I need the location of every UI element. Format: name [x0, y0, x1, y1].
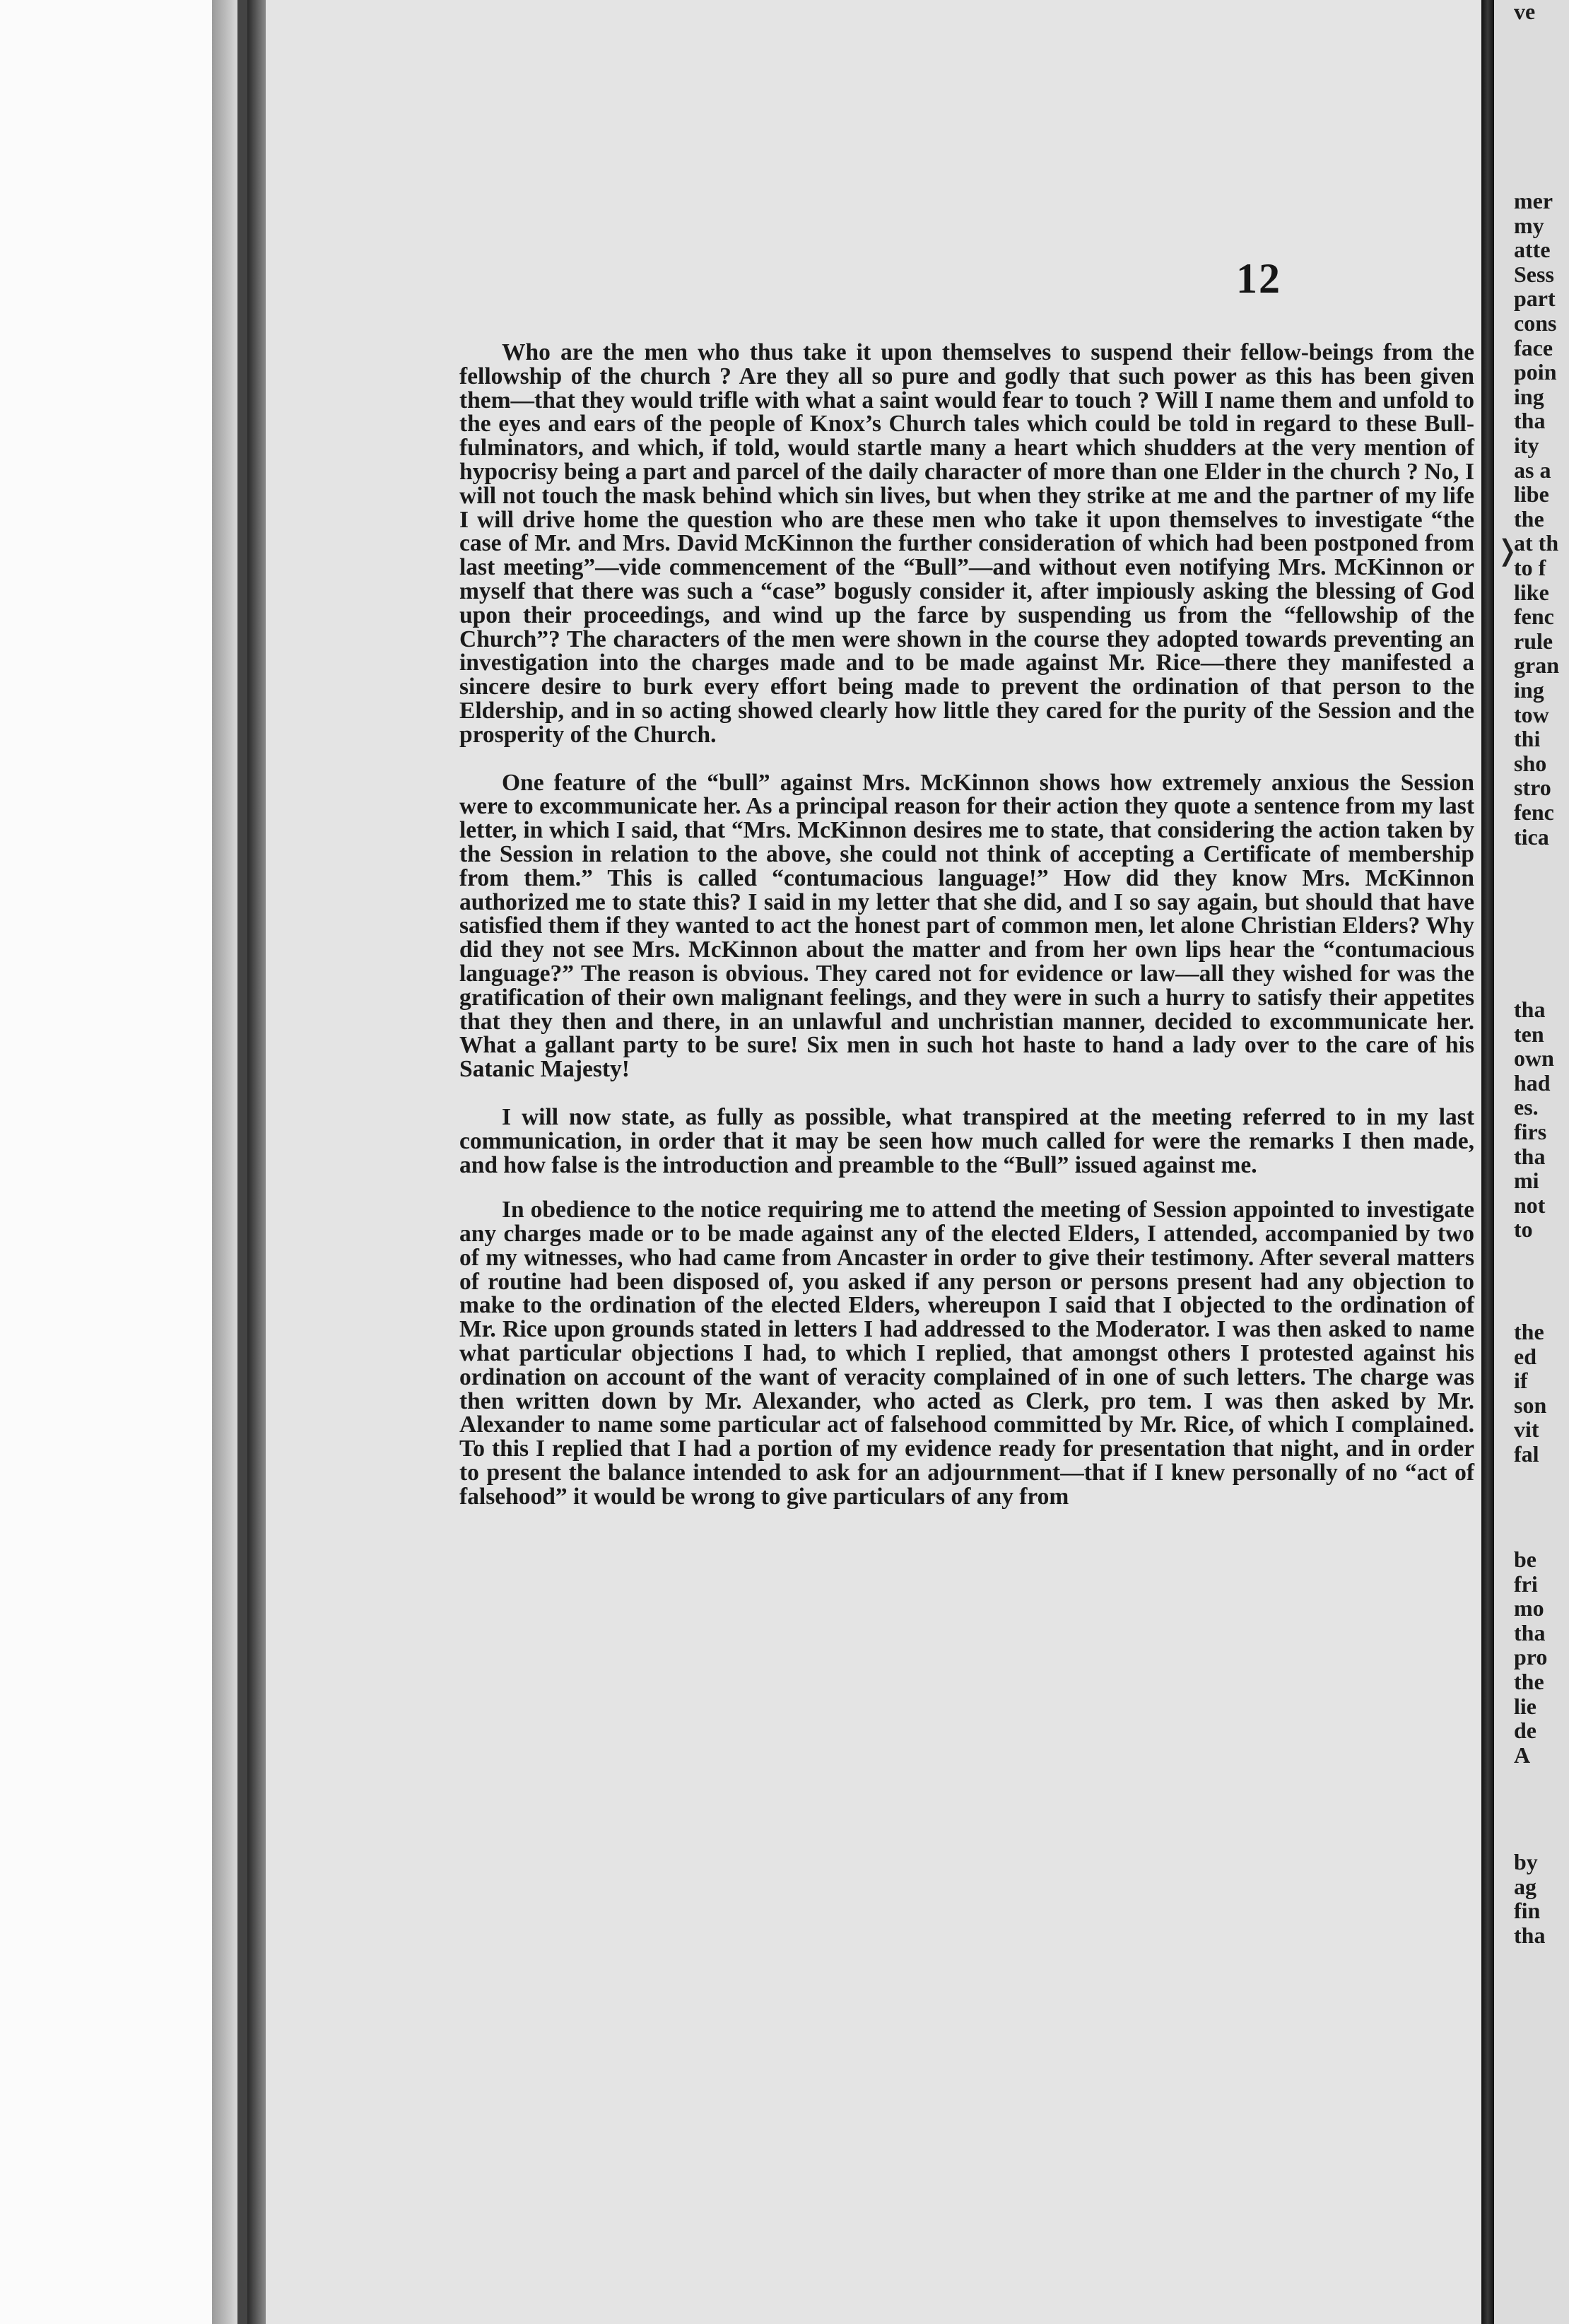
paragraph-1: Who are the men who thus take it upon themselves to suspend their fellow-beings from the fellowship of the church ? Are they all so pure and godly that such power as this has been given them—that they would trifle with what a saint would fear to touch ? Will I name them and unfold to the eyes and ears of the people of Knox’s Church tales which could be told in regard to these Bull-fulminators, and which, if told, would startle many a heart which shudders at the very mention of hypocrisy being a part and parcel of the daily character of more than one Elder in the church ? No, I will not touch the mask behind which sin lives, but when they strike at me and the partner of my life I will drive home the question who are these men who take it upon themselves to investigate “the case of Mr. and Mrs. David McKinnon the further consideration of which had been postponed from last meeting”—vide commencement of the “Bull”—and without even notifying Mrs. McKinnon or myself that there was such a “case” bogusly consider it, after impiously asking the blessing of God upon their proceedings, and wind up the farce by suspending us from the “fellowship of the Church”? The characters of the men were shown in the course they adopted towards preventing an investigation into the charges made and to be made against Mr. Rice—there they manifested a sincere desire to burk every effort being made to prevent the ordination of that person to the Eldership, and in so acting showed clearly how little they cared for the purity of the Session and the prosperity of the Church. [459, 339, 1474, 748]
adjacent-line-fragment: ag [1514, 1873, 1536, 1899]
adjacent-line-fragment: ing [1514, 383, 1544, 409]
adjacent-line-fragment: sho [1514, 750, 1547, 776]
adjacent-line-fragment: tha [1514, 1619, 1546, 1645]
adjacent-line-fragment: mer [1514, 188, 1553, 213]
adjacent-line-fragment: tow [1514, 701, 1549, 727]
page-edge-gradient [247, 0, 266, 2324]
page-edge-shadow [212, 0, 237, 2324]
adjacent-line-fragment: fri [1514, 1571, 1538, 1597]
adjacent-line-fragment: the [1514, 1319, 1544, 1344]
adjacent-line-fragment: own [1514, 1045, 1554, 1072]
adjacent-line-fragment: libe [1514, 481, 1549, 507]
paragraph-4: In obedience to the notice requiring me to attend the meeting of Session appointed to investigate any charges made or to be made against any of the elected Elders, I attended, accompanied by two of my witnesses, who had came from Ancaster in order to give their testimony. After several matters of routine had been disposed of, you asked if any person or persons present had any objection to make to the ordination of the elected Elders, whereupon I said that I objected to the ordination of Mr. Rice upon grounds stated in letters I had addressed to the Moderator. I was then asked to name what particular objections I had, to which I replied, that amongst others I protested against his ordination on account of the want of veracity complained of in one of such letters. The charge was then written down by Mr. Alexander, who acted as Clerk, pro tem. I was then asked by Mr. Alexander to name some particular act of falsehood committed by Mr. Rice, of which I complained. To this I replied that I had a portion of my evidence ready for presentation that night, and in order to present the balance intended to ask for an adjournment—that if I knew personally of no “act of falsehood” it would be wrong to give particulars of any from [459, 1197, 1474, 1510]
adjacent-line-fragment: de [1514, 1718, 1536, 1744]
adjacent-line-fragment: es. [1514, 1094, 1539, 1120]
adjacent-line-fragment: the [1514, 1669, 1544, 1694]
adjacent-line-fragment: be [1514, 1547, 1536, 1572]
adjacent-line-fragment: if [1514, 1368, 1528, 1394]
binding-gutter [1481, 0, 1494, 2324]
adjacent-line-fragment: thi [1514, 726, 1541, 752]
adjacent-line-fragment: as a [1514, 457, 1551, 483]
adjacent-line-fragment: fenc [1514, 799, 1554, 825]
adjacent-line-fragment: stro [1514, 775, 1551, 801]
scan-left-margin [0, 0, 212, 2324]
adjacent-line-fragment: fenc [1514, 604, 1554, 630]
adjacent-line-fragment: face [1514, 334, 1553, 360]
document-page [266, 0, 1481, 2324]
adjacent-line-fragment: pro [1514, 1644, 1548, 1670]
adjacent-line-fragment: son [1514, 1392, 1547, 1418]
adjacent-line-fragment: cons [1514, 310, 1557, 336]
page-number: 12 [1236, 255, 1281, 302]
adjacent-line-fragment: tica [1514, 823, 1549, 850]
adjacent-line-fragment: ve [1514, 0, 1536, 24]
adjacent-line-fragment: to f [1514, 555, 1546, 580]
adjacent-line-fragment: the [1514, 505, 1544, 532]
adjacent-line-fragment: to [1514, 1216, 1533, 1243]
adjacent-line-fragment: gran [1514, 652, 1559, 679]
body-text [459, 341, 1474, 1509]
adjacent-line-fragment: poin [1514, 359, 1557, 385]
adjacent-line-fragment: fal [1514, 1441, 1539, 1467]
adjacent-line-fragment: firs [1514, 1119, 1547, 1144]
adjacent-line-fragment: tha [1514, 1143, 1546, 1169]
adjacent-page-edge [1494, 0, 1569, 2324]
adjacent-line-fragment: ed [1514, 1343, 1536, 1369]
adjacent-line-fragment: mi [1514, 1168, 1539, 1194]
adjacent-line-fragment: had [1514, 1069, 1551, 1096]
adjacent-line-fragment: mo [1514, 1595, 1544, 1621]
adjacent-line-fragment: ten [1514, 1021, 1544, 1047]
adjacent-line-fragment: Sess [1514, 261, 1554, 287]
adjacent-line-fragment: atte [1514, 237, 1551, 263]
margin-bracket-mark: ❭ [1495, 534, 1520, 566]
adjacent-line-fragment: like [1514, 579, 1549, 605]
adjacent-line-fragment: at th [1514, 530, 1559, 556]
adjacent-line-fragment: fin [1514, 1898, 1541, 1924]
adjacent-line-fragment: A [1514, 1742, 1531, 1768]
adjacent-line-fragment: tha [1514, 1922, 1546, 1948]
adjacent-line-fragment: part [1514, 286, 1556, 312]
adjacent-line-fragment: rule [1514, 628, 1553, 654]
page-edge-dark [237, 0, 247, 2324]
adjacent-line-fragment: ity [1514, 433, 1539, 458]
adjacent-line-fragment: my [1514, 212, 1544, 238]
adjacent-line-fragment: vit [1514, 1416, 1539, 1443]
adjacent-line-fragment: tha [1514, 997, 1546, 1022]
adjacent-line-fragment: lie [1514, 1693, 1536, 1719]
adjacent-line-fragment: ing [1514, 677, 1544, 703]
paragraph-3: I will now state, as fully as possible, what transpired at the meeting referred to in my last communication, in order that it may be seen how much called for were the remarks I then made, and how false is the introduction and preamble to the “Bull” issued against me. [459, 1103, 1474, 1178]
adjacent-line-fragment: by [1514, 1849, 1538, 1874]
adjacent-line-fragment: tha [1514, 408, 1546, 434]
paragraph-2: One feature of the “bull” against Mrs. McKinnon shows how extremely anxious the Session were to excommunicate her. As a principal reason for their action they quote a sentence from my last letter, in which I said, that “Mrs. McKinnon desires me to state, that considering the action taken by the Session in relation to the above, she could not think of accepting a Certificate of membership from them.” This is called “contumacious language!” How did they know Mrs. McKinnon authorized me to state this? I said in my letter that she did, and I so say again, but should that have satisfied them if they wanted to act the honest part of common men, let alone Christian Elders? Why did they not see Mrs. McKinnon about the matter and from her own lips hear the “contumacious language?” The reason is obvious. They cared not for evidence or law—all they wished for was the gratification of their own malignant feelings, and they were in such a hurry to satisfy their appetites that they then and there, in an unlawful and unchristian manner, decided to excommunicate her. What a gallant party to be sure! Six men in such hot haste to hand a lady over to the care of his Satanic Majesty! [459, 769, 1474, 1083]
adjacent-line-fragment: not [1514, 1192, 1546, 1218]
